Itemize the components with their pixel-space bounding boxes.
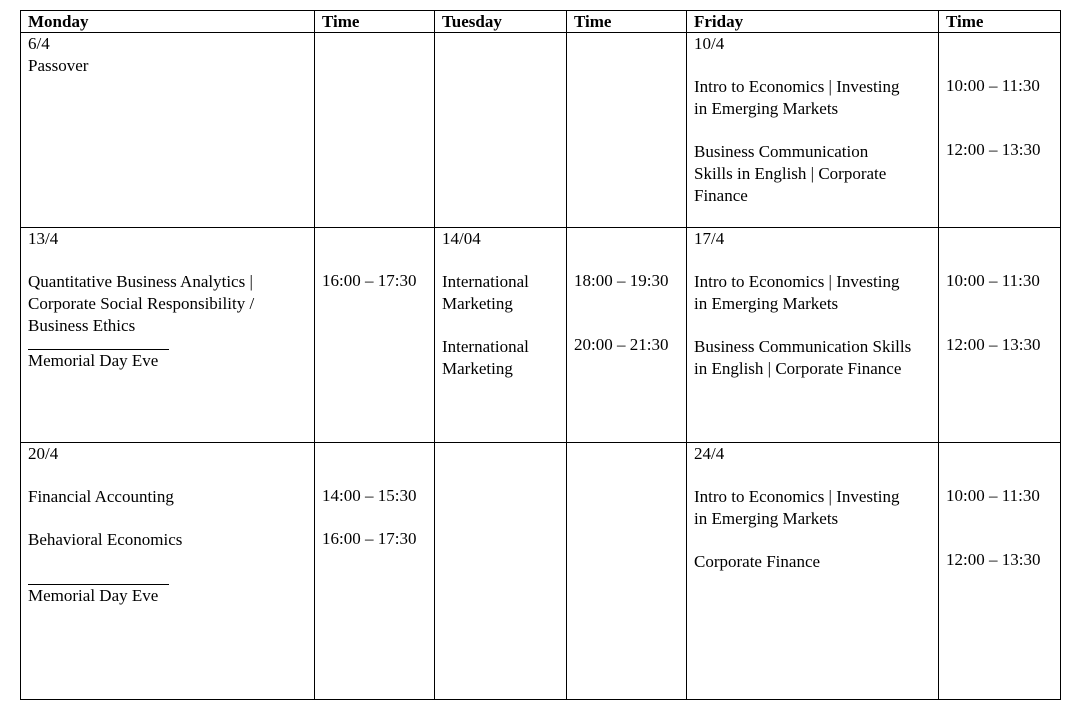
date-label: 6/4 bbox=[28, 34, 50, 53]
tuesday-cell bbox=[435, 33, 567, 228]
course-title: Marketing bbox=[442, 294, 513, 313]
course-title: in English | Corporate Finance bbox=[694, 359, 902, 378]
table-row bbox=[21, 33, 1061, 228]
schedule-table bbox=[20, 10, 1061, 700]
date-label: 17/4 bbox=[694, 229, 725, 248]
course-title: International bbox=[442, 272, 529, 291]
monday-cell bbox=[21, 228, 315, 443]
course-title: Quantitative Business Analytics | bbox=[28, 272, 253, 291]
header-row bbox=[21, 11, 1061, 33]
course-title: Business Ethics bbox=[28, 316, 136, 335]
course-title: Intro to Economics | Investing bbox=[694, 77, 900, 96]
course-title: Financial Accounting bbox=[28, 487, 174, 506]
monday-time-cell bbox=[315, 228, 435, 443]
header-time: Time bbox=[567, 11, 687, 33]
friday-cell bbox=[687, 33, 939, 228]
date-label: 13/4 bbox=[28, 229, 59, 248]
monday-cell bbox=[21, 33, 315, 228]
course-title: Corporate Finance bbox=[694, 552, 821, 571]
course-title: Finance bbox=[694, 186, 748, 205]
tuesday-time-cell bbox=[567, 228, 687, 443]
course-title: Business Communication bbox=[694, 142, 869, 161]
header-tuesday: Tuesday bbox=[435, 11, 567, 33]
monday-cell bbox=[21, 443, 315, 700]
time-slot: 14:00 – 15:30 bbox=[322, 486, 417, 505]
divider-line bbox=[28, 551, 169, 585]
time-slot: 10:00 – 11:30 bbox=[946, 271, 1040, 290]
time-slot: 16:00 – 17:30 bbox=[322, 529, 417, 548]
date-label: 20/4 bbox=[28, 444, 59, 463]
friday-time-cell bbox=[939, 443, 1061, 700]
course-title: Marketing bbox=[442, 359, 513, 378]
friday-cell bbox=[687, 443, 939, 700]
time-slot: 10:00 – 11:30 bbox=[946, 486, 1040, 505]
friday-cell bbox=[687, 228, 939, 443]
monday-time-cell bbox=[315, 33, 435, 228]
course-title: Business Communication Skills bbox=[694, 337, 912, 356]
course-title: in Emerging Markets bbox=[694, 99, 839, 118]
header-time: Time bbox=[939, 11, 1061, 33]
header-monday: Monday bbox=[21, 11, 315, 33]
time-slot: 10:00 – 11:30 bbox=[946, 76, 1040, 95]
monday-time-cell bbox=[315, 443, 435, 700]
time-slot: 20:00 – 21:30 bbox=[574, 335, 669, 354]
table-row bbox=[21, 228, 1061, 443]
time-slot: 16:00 – 17:30 bbox=[322, 271, 417, 290]
tuesday-time-cell bbox=[567, 33, 687, 228]
tuesday-cell bbox=[435, 443, 567, 700]
header-time: Time bbox=[315, 11, 435, 33]
table-row bbox=[21, 443, 1061, 700]
friday-time-cell bbox=[939, 33, 1061, 228]
tuesday-time-cell bbox=[567, 443, 687, 700]
friday-time-cell bbox=[939, 228, 1061, 443]
course-title: Corporate Social Responsibility / bbox=[28, 294, 255, 313]
course-title: Behavioral Economics bbox=[28, 530, 183, 549]
time-slot: 12:00 – 13:30 bbox=[946, 335, 1041, 354]
time-slot: 12:00 – 13:30 bbox=[946, 140, 1041, 159]
tuesday-cell bbox=[435, 228, 567, 443]
holiday-note: Passover bbox=[28, 56, 89, 75]
date-label: 24/4 bbox=[694, 444, 725, 463]
time-slot: 12:00 – 13:30 bbox=[946, 550, 1041, 569]
course-title: in Emerging Markets bbox=[694, 509, 839, 528]
holiday-note: Memorial Day Eve bbox=[28, 586, 159, 605]
header-friday: Friday bbox=[687, 11, 939, 33]
holiday-note: Memorial Day Eve bbox=[28, 351, 159, 370]
course-title: Intro to Economics | Investing bbox=[694, 272, 900, 291]
date-label: 14/04 bbox=[442, 229, 481, 248]
time-slot: 18:00 – 19:30 bbox=[574, 271, 669, 290]
course-title: International bbox=[442, 337, 529, 356]
date-label: 10/4 bbox=[694, 34, 725, 53]
course-title: Skills in English | Corporate bbox=[694, 164, 887, 183]
course-title: in Emerging Markets bbox=[694, 294, 839, 313]
course-title: Intro to Economics | Investing bbox=[694, 487, 900, 506]
divider-line bbox=[28, 337, 169, 350]
